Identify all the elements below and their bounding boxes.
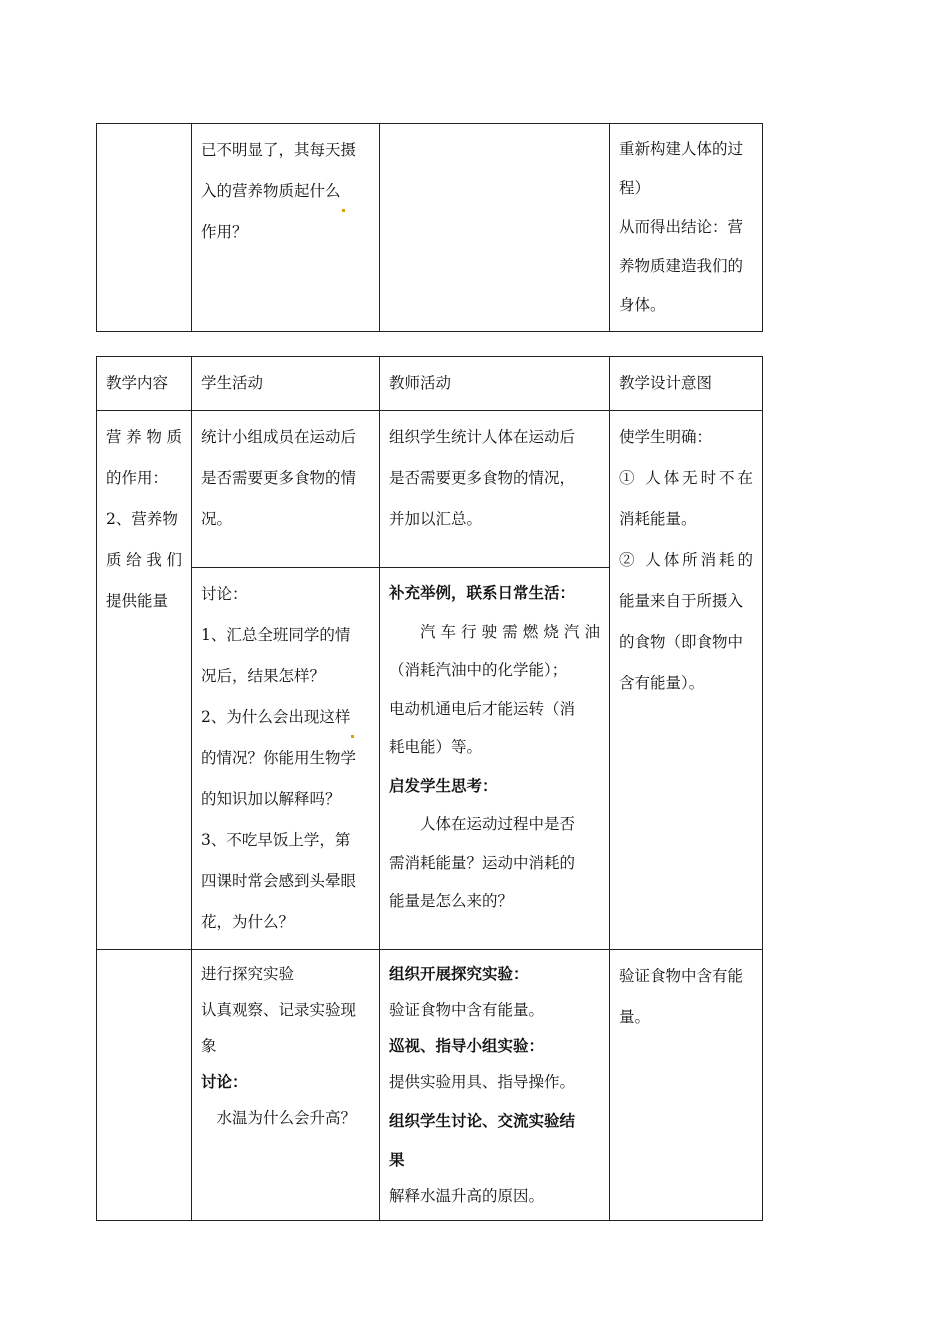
text-line: 含有能量）。	[619, 674, 705, 692]
bold-heading: 启发学生思考：	[389, 775, 498, 795]
text-line: 养物质建造我们的	[619, 257, 744, 275]
text-line: 验证食物中含有能	[619, 967, 744, 985]
text-line: 人体在运动过程中是否	[420, 815, 576, 833]
text-line: 水温为什么会升高？	[216, 1109, 357, 1127]
text-line: 2、营养物	[106, 510, 178, 528]
lesson-table	[96, 356, 763, 1221]
bold-heading: 巡视、指导小组实验：	[389, 1036, 545, 1055]
text-line: 汽车行驶需燃烧汽油	[420, 622, 600, 641]
text-line: 作用？	[201, 223, 248, 241]
text-line: 2、为什么会出现这样	[201, 697, 370, 738]
text-line: 消耗能量。	[619, 510, 697, 528]
teacher-activity-cell	[380, 568, 610, 950]
teacher-activity-cell	[380, 950, 610, 1221]
header-cell-teacher: 教师活动	[380, 357, 610, 411]
text-line: 的知识加以解释吗？	[201, 790, 341, 808]
text-line: 是否需要更多食物的情	[201, 469, 357, 487]
header-cell-content: 教学内容	[97, 357, 192, 411]
text-line: 从而得出结论：营	[619, 218, 744, 236]
content-cell	[97, 411, 192, 950]
bold-heading: 果	[389, 1150, 405, 1169]
text-line: 况后，结果怎样？	[201, 667, 326, 685]
table-row	[97, 950, 763, 1221]
text-line: 的情况？你能用生物学	[201, 749, 357, 767]
bold-heading: 讨论：	[201, 1072, 248, 1091]
student-activity-cell	[192, 568, 380, 950]
text-line: 1、汇总全班同学的情	[201, 626, 351, 644]
teacher-activity-cell	[380, 411, 610, 568]
text-line: 耗电能）等。	[389, 738, 483, 756]
header-cell-student: 学生活动	[192, 357, 380, 411]
text-line: 的食物（即食物中	[619, 633, 744, 651]
text-line: 使学生明确：	[619, 428, 713, 446]
lesson-table-continued	[96, 123, 763, 332]
text-line: 营养物质	[106, 428, 182, 446]
marker-dot	[342, 209, 345, 212]
text-line: 质给我们	[106, 551, 182, 569]
text-line: 需消耗能量？运动中消耗的	[389, 853, 576, 872]
text-line: 四课时常会感到头晕眼	[201, 872, 357, 890]
table-cell-intent	[610, 124, 763, 332]
table-cell-teacher	[380, 124, 610, 332]
text-line: 已不明显了，其每天摄	[201, 141, 357, 159]
bold-heading: 组织开展探究实验：	[389, 964, 529, 983]
bold-heading: 组织学生讨论、交流实验结	[389, 1111, 576, 1130]
text-line: 重新构建人体的过	[619, 140, 744, 158]
text-line: 并加以汇总。	[389, 510, 483, 528]
text-line: ① 人体无时不在	[619, 469, 753, 487]
text-line: 3、不吃早饭上学，第	[201, 831, 351, 849]
table-row	[97, 124, 763, 332]
text-line: 认真观察、记录实验现	[201, 1001, 357, 1019]
text-line: ② 人体所消耗的	[619, 551, 753, 569]
text-line: 验证食物中含有能量。	[389, 1001, 545, 1019]
text-line: 入的营养物质起什么	[201, 171, 370, 212]
text-line: 能量来自于所摄入	[619, 592, 744, 610]
student-activity-cell	[192, 950, 380, 1221]
text-line: 统计小组成员在运动后	[201, 428, 357, 446]
text-line: （消耗汽油中的化学能）；	[389, 661, 568, 679]
text-line: 是否需要更多食物的情况，	[389, 469, 576, 487]
table-row	[97, 411, 763, 568]
text-line: 提供能量	[106, 592, 169, 610]
text-line: 况。	[201, 510, 233, 528]
student-activity-cell	[192, 411, 380, 568]
design-intent-cell	[610, 950, 763, 1221]
text-line: 量。	[619, 1008, 651, 1026]
text-line: 组织学生统计人体在运动后	[389, 428, 576, 446]
text-line: 的作用：	[106, 469, 169, 487]
text-line: 象	[201, 1037, 217, 1055]
text-line: 能量是怎么来的？	[389, 892, 514, 910]
text-line: 讨论：	[201, 585, 248, 603]
header-cell-intent: 教学设计意图	[610, 357, 763, 411]
bold-heading: 补充举例，联系日常生活：	[389, 583, 576, 602]
text-line: 花，为什么？	[201, 913, 295, 931]
text-line: 程）	[619, 179, 651, 197]
text-line: 进行探究实验	[201, 965, 295, 983]
design-intent-cell	[610, 411, 763, 950]
table-cell-content	[97, 124, 192, 332]
content-cell	[97, 950, 192, 1221]
table-header-row	[97, 357, 763, 411]
text-line: 提供实验用具、指导操作。	[389, 1073, 576, 1091]
text-line: 解释水温升高的原因。	[389, 1187, 545, 1205]
table-cell-student	[192, 124, 380, 332]
text-line: 电动机通电后才能运转（消	[389, 699, 576, 718]
text-line: 身体。	[619, 296, 666, 314]
